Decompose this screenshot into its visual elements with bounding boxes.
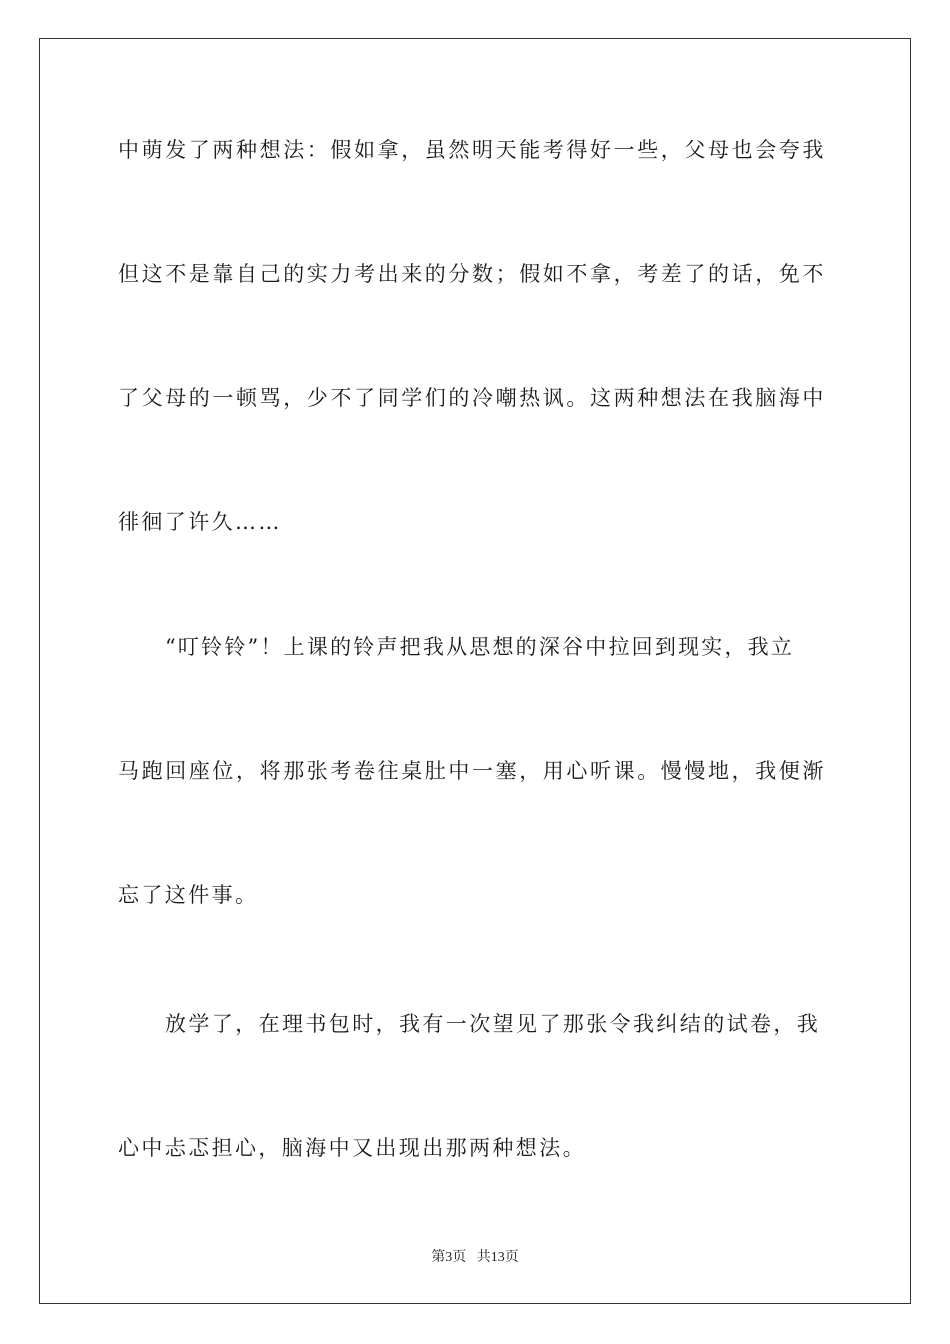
body-text-line: 心中忐忑担心，脑海中又出现出那两种想法。 <box>118 1136 586 1160</box>
body-text-line: 中萌发了两种想法：假如拿，虽然明天能考得好一些，父母也会夸我 <box>118 138 826 162</box>
body-text-line: 但这不是靠自己的实力考出来的分数；假如不拿，考差了的话，免不 <box>118 262 826 286</box>
page-number-footer: 第3页 共13页 <box>431 1250 519 1265</box>
body-text-line: 徘徊了许久…… <box>118 510 282 534</box>
page-border <box>39 38 911 1304</box>
body-text-line: 忘了这件事。 <box>118 883 259 907</box>
body-text-line: 马跑回座位，将那张考卷往桌肚中一塞，用心听课。慢慢地，我便渐 <box>118 759 826 783</box>
paragraph-start-line: 放学了，在理书包时，我有一次望见了那张令我纠结的试卷，我 <box>165 1012 821 1036</box>
body-text-line: 了父母的一顿骂，少不了同学们的冷嘲热讽。这两种想法在我脑海中 <box>118 386 826 410</box>
paragraph-start-line: “叮铃铃”！上课的铃声把我从思想的深谷中拉回到现实，我立 <box>165 635 795 659</box>
